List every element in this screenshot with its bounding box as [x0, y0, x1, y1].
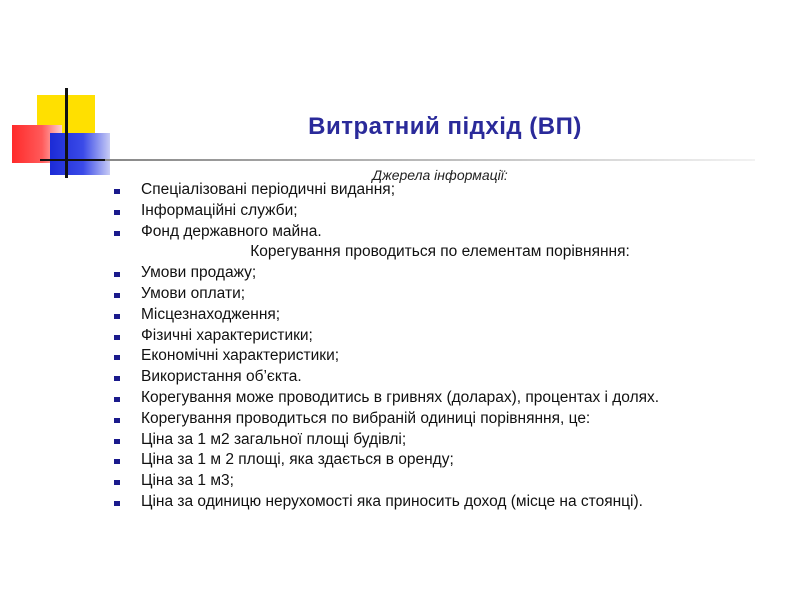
list-item — [110, 388, 790, 409]
square-bullet-icon — [114, 314, 120, 319]
square-bullet-icon — [114, 397, 120, 402]
square-bullet-icon — [114, 335, 120, 340]
list-item — [110, 450, 790, 471]
list-item — [110, 326, 790, 347]
list-item-text: Ціна за 1 м 2 площі, яка здається в оренду; — [141, 451, 454, 469]
square-bullet-icon — [114, 231, 120, 236]
square-bullet-icon — [114, 376, 120, 381]
logo-vertical-line — [65, 88, 68, 178]
list-item — [110, 222, 790, 243]
list-item-text: Економічні характеристики; — [141, 347, 340, 365]
list-item-text: Корегування може проводитись в гривнях (доларах), процентах і долях. — [141, 388, 660, 406]
list-item — [110, 409, 790, 430]
list-item — [110, 346, 790, 367]
list-item-text: Інформаційні служби; — [141, 201, 298, 219]
square-bullet-icon — [114, 480, 120, 485]
list-item-text: Ціна за 1 м3; — [141, 472, 234, 490]
list-item — [110, 492, 790, 513]
list-item — [110, 284, 790, 305]
decorative-logo — [0, 0, 120, 190]
list-item-text: Місцезнаходження; — [141, 305, 281, 323]
list-item-text: Умови оплати; — [141, 284, 246, 302]
square-bullet-icon — [114, 210, 120, 215]
content-list — [110, 180, 790, 513]
slide-title: Витратний підхід (ВП) — [308, 113, 582, 140]
square-bullet-icon — [114, 293, 120, 298]
list-item-text: Спеціалізовані періодичні видання; — [141, 181, 396, 198]
list-item — [110, 471, 790, 492]
square-bullet-icon — [114, 272, 120, 277]
logo-horizontal-line — [40, 159, 115, 161]
list-item — [110, 263, 790, 284]
square-bullet-icon — [114, 439, 120, 444]
list-item-text: Ціна за одиницю нерухомості яка приносить доход (місце на стоянці). — [141, 492, 643, 510]
section-heading — [110, 242, 770, 263]
list-item — [110, 201, 790, 222]
list-item-text: Корегування проводиться по елементам порівняння: — [250, 243, 630, 261]
list-item — [110, 367, 790, 388]
list-item-text: Фонд державного майна. — [141, 222, 322, 240]
slide-subtitle: Джерела інформації: — [372, 167, 508, 183]
list-item — [110, 180, 790, 201]
list-item-text: Умови продажу; — [141, 264, 257, 282]
list-item-text: Фізичні характеристики; — [141, 326, 313, 344]
list-item-text: Корегування проводиться по вибраній одиниці порівняння, це: — [141, 409, 591, 427]
title-divider — [105, 159, 755, 161]
list-item — [110, 430, 790, 451]
square-bullet-icon — [114, 189, 120, 194]
square-bullet-icon — [114, 459, 120, 464]
list-item — [110, 305, 790, 326]
list-item-text: Ціна за 1 м2 загальної площі будівлі; — [141, 430, 407, 448]
list-item-text: Використання об’єкта. — [141, 368, 302, 386]
square-bullet-icon — [114, 418, 120, 423]
square-bullet-icon — [114, 501, 120, 506]
logo-blue-square — [50, 133, 110, 175]
square-bullet-icon — [114, 355, 120, 360]
